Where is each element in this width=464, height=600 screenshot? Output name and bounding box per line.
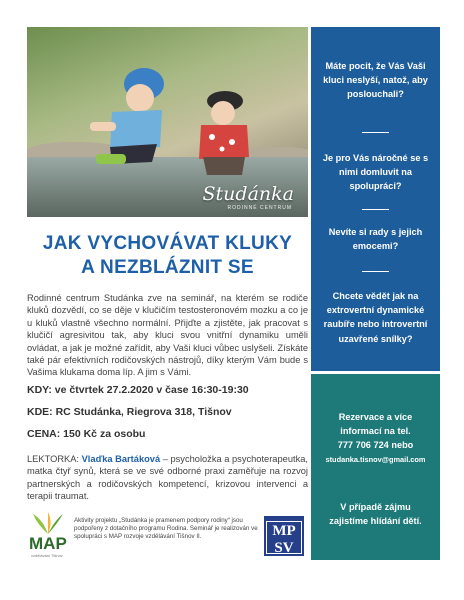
footer (27, 512, 312, 567)
map-logo (27, 512, 67, 560)
question-3: Nevíte si rady s jejich emocemi? (328, 227, 423, 252)
info-where: KDE: RC Studánka, Riegrova 318, Tišnov (27, 406, 232, 418)
title-line-1: JAK VYCHOVÁVAT KLUKY (42, 233, 293, 254)
info-price: CENA: 150 Kč za osobu (27, 428, 146, 440)
hero-photo (27, 27, 308, 217)
lecturer-description: – psycholožka a psychoterapeutka, matka čtyř synů, která se ve své odborné praxi zaměřuje na rozvoj partnerských a rodičovských kompetencí, krizovou intervenci a terapii traumat. (27, 454, 308, 502)
info-when: KDY: ve čtvrtek 27.2.2020 v čase 16:30-19:30 (27, 384, 249, 396)
map-logo-text: MAP (29, 534, 67, 553)
contact-info (317, 410, 434, 467)
question-1: Máte pocit, že Vás Vaši kluci neslyší, natož, aby poslouchali? (323, 61, 428, 100)
title-line-2: A NEZBLÁZNIT SE (81, 257, 254, 278)
questions-panel (311, 27, 440, 371)
contact-line-2: informací na tel. (340, 426, 411, 437)
contact-line-1: Rezervace a více (338, 412, 413, 422)
footer-text: Aktivity projektu „Studánka je pramenem podpory rodiny“ jsou podpořeny z dotačního programu Rodina. Seminář je realizován ve spolupráci s MAP rozvoje vzdělávání Tišnov II. (74, 517, 258, 541)
boy-in-blue-cap (82, 62, 177, 172)
lecturer-paragraph (27, 453, 308, 503)
lecturer-name: Vlaďka Bartáková (81, 454, 161, 464)
lecturer-label: LEKTORKA: (27, 454, 82, 464)
contact-phone[interactable]: 777 706 724 nebo (337, 440, 414, 451)
studanka-logo: Studánka (202, 183, 294, 205)
divider (362, 271, 389, 272)
leaves-icon (31, 512, 65, 534)
studanka-logo-sub: RODINNÉ CENTRUM (227, 205, 292, 211)
question-4: Chcete vědět jak na extrovertní dynamické raubíře nebo introvertní uzavřené snílky? (323, 291, 428, 344)
mpsv-logo-bottom: SV (274, 540, 294, 556)
divider (362, 132, 389, 133)
question-2: Je pro Vás náročné se s nimi domluvit na spolupráci? (322, 153, 429, 192)
page-title (27, 232, 308, 280)
mpsv-logo (264, 516, 304, 556)
contact-email[interactable]: studanka.tisnov@gmail.com (325, 454, 426, 464)
contact-panel (311, 374, 440, 560)
mpsv-logo-top: MP (272, 523, 296, 539)
divider (362, 209, 389, 210)
boy-in-flat-cap (187, 87, 267, 182)
childcare-note: V případě zájmu zajistíme hlídání dětí. (329, 502, 422, 527)
intro-paragraph: Rodinné centrum Studánka zve na seminář, na kterém se rodiče kluků dozvědí, co se děje v klučičím testosteronovém mozku a co je u kluků vlastně všechno normální. Přijďte a zjistěte, jak pracovat s klučičí agresivitou tak, aby kluci svou vnitřní dynamiku uměli ovládat, a jak je možné zařídit, aby Vaši kluci vůbec uslyšeli. Získáte také pár efektivních rodičovských nástrojů, díky kterým Vám bude s Vašima klukama doma líp. A jim s Vámi. (27, 293, 308, 378)
map-logo-sub: vzdělávání Tišnov (31, 553, 63, 558)
